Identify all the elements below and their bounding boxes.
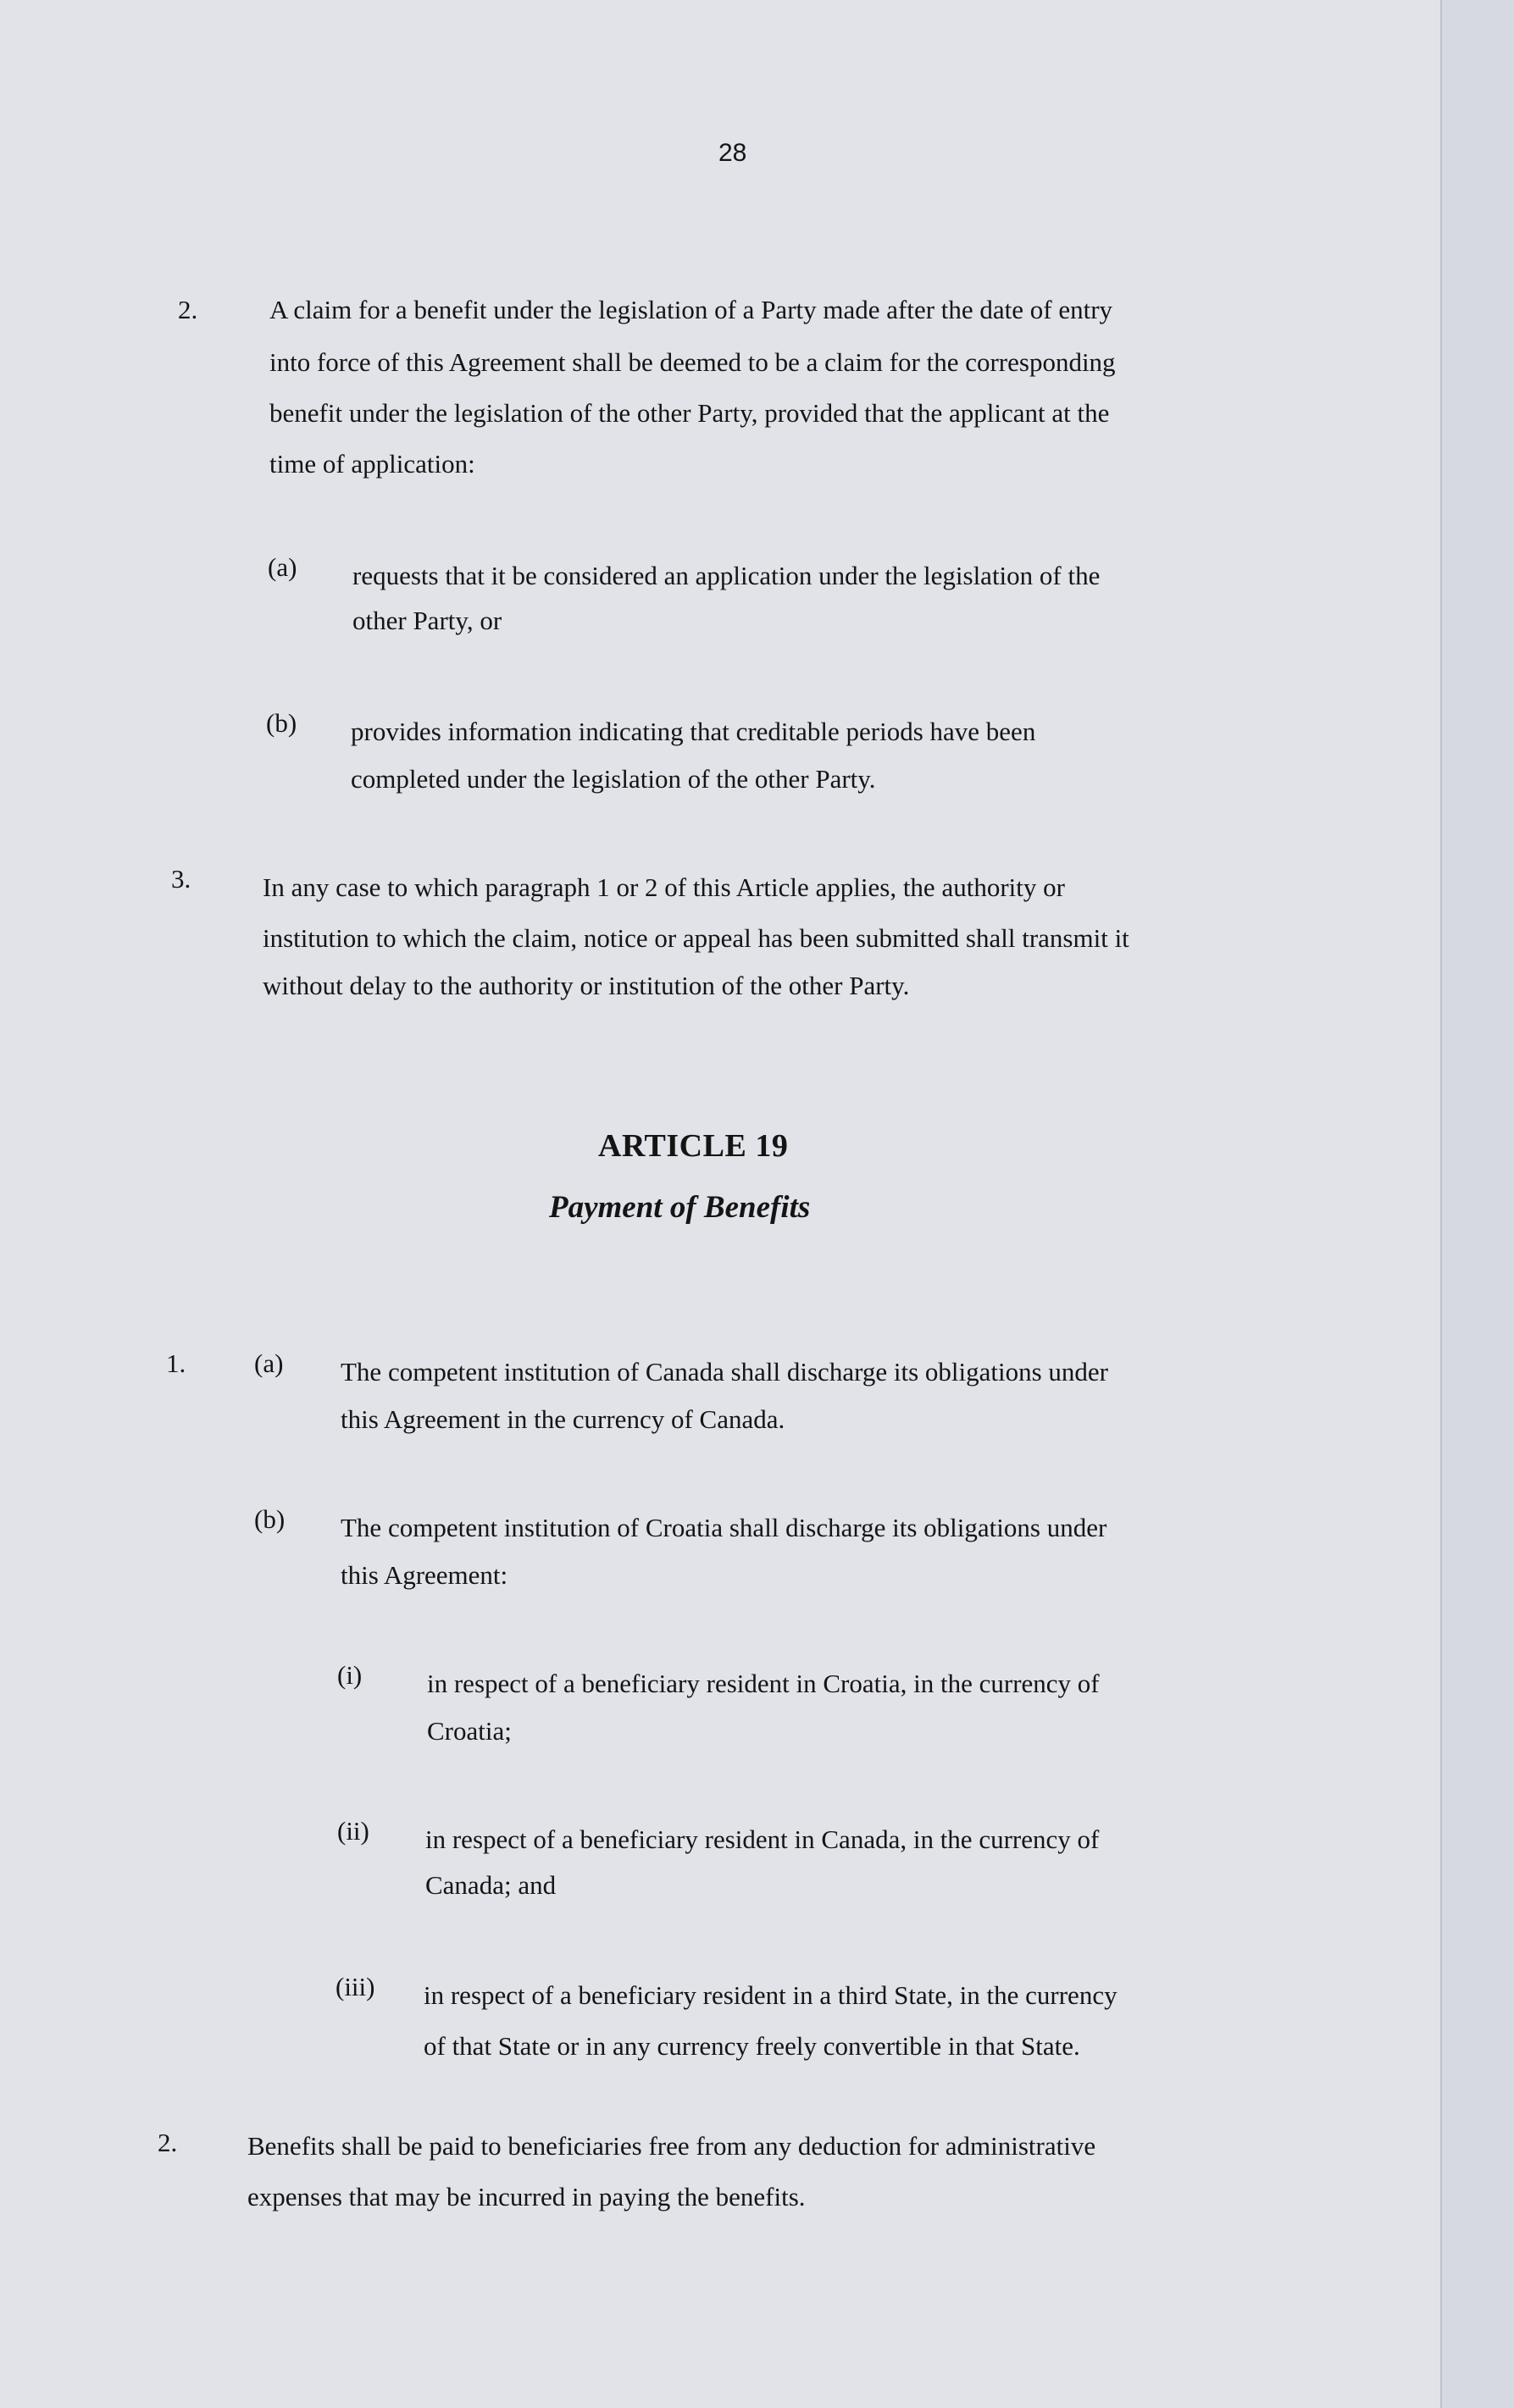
item-line: other Party, or [352,606,502,635]
article-title: ARTICLE 19 [598,1128,789,1164]
item-line: completed under the legislation of the other Party. [351,764,876,794]
paragraph-line: institution to which the claim, notice or appeal has been submitted shall transmit it [263,923,1129,953]
paragraph-line: time of application: [269,449,475,479]
item-line: this Agreement: [341,1560,508,1590]
item-line: The competent institution of Canada shall discharge its obligations under [341,1357,1108,1387]
paragraph-line: In any case to which paragraph 1 or 2 of this Article applies, the authority or [263,872,1065,902]
paragraph-number: 1. [166,1348,186,1378]
subitem-label: (i) [337,1660,363,1690]
paragraph-line: benefit under the legislation of the other Party, provided that the applicant at the [269,398,1110,428]
subitem-label: (iii) [336,1972,375,2001]
paragraph-line: Benefits shall be paid to beneficiaries free from any deduction for administrative [247,2131,1096,2161]
page-edge [1440,0,1514,2408]
paragraph-line: without delay to the authority or institution of the other Party. [263,971,910,1000]
subitem-line: Canada; and [425,1870,557,1900]
paragraph-line: A claim for a benefit under the legislation of a Party made after the date of entry [269,295,1113,324]
subitem-line: of that State or in any currency freely convertible in that State. [424,2031,1080,2061]
page-number: 28 [718,139,747,167]
article-subtitle: Payment of Benefits [549,1190,811,1225]
subitem-label: (ii) [337,1816,369,1846]
paragraph-number: 3. [171,864,191,894]
subitem-line: Croatia; [427,1716,512,1746]
subitem-line: in respect of a beneficiary resident in Croatia, in the currency of [427,1669,1100,1698]
item-line: this Agreement in the currency of Canada. [341,1404,785,1434]
subitem-line: in respect of a beneficiary resident in Canada, in the currency of [425,1824,1100,1854]
paragraph-line: expenses that may be incurred in paying the benefits. [247,2182,806,2211]
item-line: requests that it be considered an application under the legislation of the [352,561,1101,590]
item-label: (b) [254,1504,286,1534]
item-label: (a) [254,1348,284,1378]
paragraph-number: 2. [158,2128,178,2157]
item-label: (b) [266,708,297,738]
item-line: The competent institution of Croatia shall discharge its obligations under [341,1513,1107,1542]
item-line: provides information indicating that creditable periods have been [351,717,1036,746]
subitem-line: in respect of a beneficiary resident in a third State, in the currency [424,1980,1117,2010]
paragraph-number: 2. [178,295,198,324]
paragraph-line: into force of this Agreement shall be deemed to be a claim for the corresponding [269,347,1116,377]
item-label: (a) [268,552,297,582]
